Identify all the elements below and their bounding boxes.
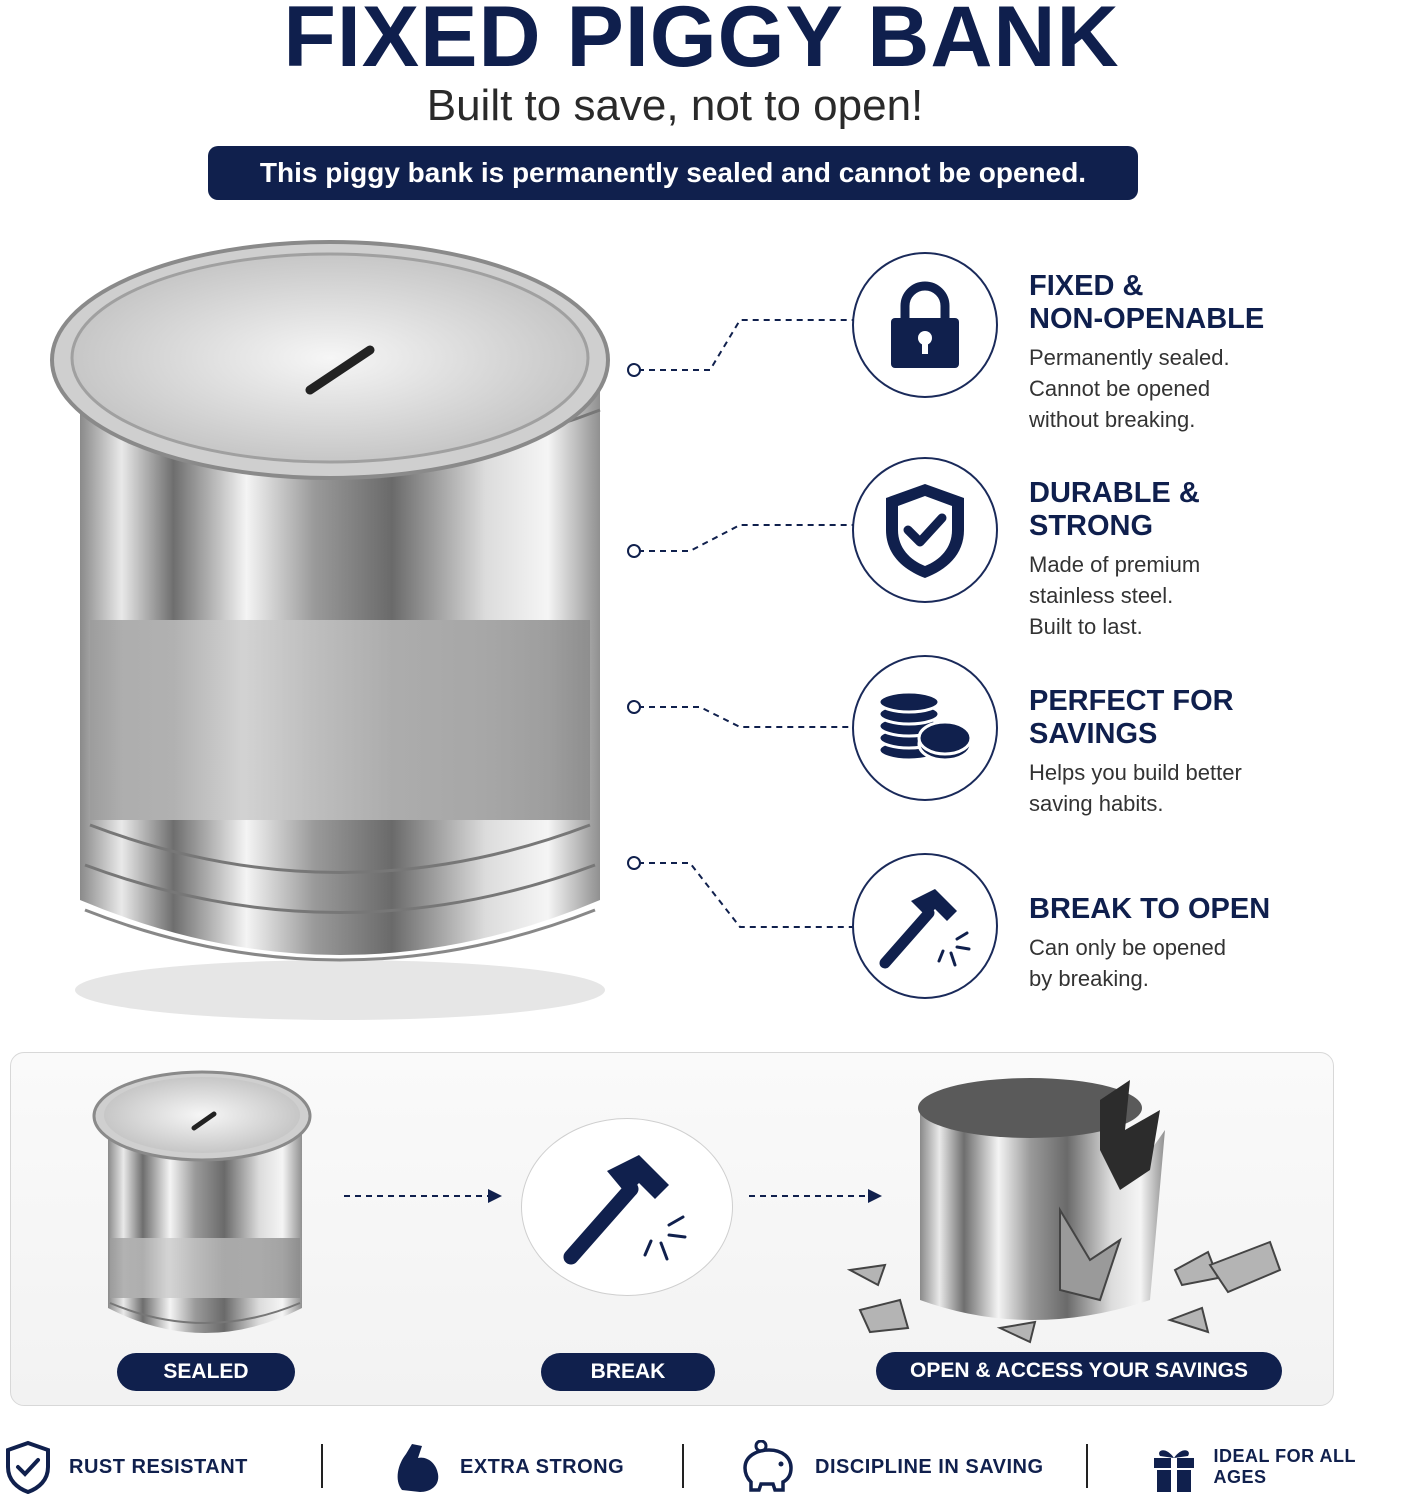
badge-label: EXTRA STRONG: [460, 1455, 625, 1478]
hammer-icon: [557, 1147, 697, 1267]
gift-icon: [1150, 1440, 1195, 1494]
feature-title: STRONG: [1029, 510, 1154, 542]
shield-check-icon: [880, 480, 970, 580]
feature-title: PERFECT FOR: [1029, 685, 1234, 717]
feature-desc: Permanently sealed.: [1029, 345, 1230, 370]
feature-savings: [852, 655, 998, 801]
feature-fixed-text: [1029, 270, 1264, 435]
break-step-badge: [521, 1118, 733, 1296]
badge-label: IDEAL FOR ALL AGES: [1213, 1446, 1356, 1487]
feature-title: NON-OPENABLE: [1029, 303, 1265, 335]
piggy-bank-icon: [737, 1440, 797, 1494]
feature-durable-text: [1029, 477, 1200, 642]
broken-can-image: [830, 1070, 1290, 1360]
feature-title: FIXED &: [1029, 270, 1144, 302]
feature-desc: Can only be opened: [1029, 935, 1226, 960]
feature-desc: without breaking.: [1029, 407, 1196, 432]
badge-label: DISCIPLINE IN SAVING: [815, 1455, 1044, 1478]
badge-all-ages: [1150, 1440, 1403, 1494]
feature-durable: [852, 457, 998, 603]
badge-extra-strong: [392, 1440, 624, 1494]
feature-desc: Cannot be opened: [1029, 376, 1211, 401]
feature-savings-badge: [852, 655, 998, 801]
arrow-1: [340, 1186, 510, 1206]
feature-durable-badge: [852, 457, 998, 603]
feature-desc: stainless steel.: [1029, 583, 1174, 608]
sealed-banner: This piggy bank is permanently sealed and cannot be opened.: [208, 146, 1138, 200]
feature-desc: saving habits.: [1029, 791, 1164, 816]
coins-icon: [875, 688, 975, 768]
page-title: FIXED PIGGY BANK: [283, 0, 1120, 85]
feature-desc: Made of premium: [1029, 552, 1201, 577]
feature-connectors: [620, 300, 860, 940]
feature-desc: by breaking.: [1029, 966, 1149, 991]
divider: [321, 1444, 323, 1488]
page-subtitle: Built to save, not to open!: [426, 81, 924, 130]
badge-label: RUST RESISTANT: [69, 1455, 248, 1478]
steel-bank-image: [40, 240, 630, 1030]
feature-break: [852, 853, 998, 999]
feature-fixed: [852, 252, 998, 398]
feature-title: BREAK TO OPEN: [1029, 893, 1271, 925]
step-sealed-label: SEALED: [117, 1353, 295, 1391]
feature-desc: Helps you build better: [1029, 760, 1242, 785]
padlock-icon: [885, 280, 965, 370]
hammer-icon: [875, 881, 975, 971]
step-break-label: BREAK: [541, 1353, 715, 1391]
step-open-label: OPEN & ACCESS YOUR SAVINGS: [876, 1352, 1282, 1390]
badge-discipline: [737, 1440, 1044, 1494]
divider: [1086, 1444, 1088, 1488]
sealed-can-image: [90, 1068, 320, 1348]
shield-check-icon: [5, 1440, 51, 1494]
feature-fixed-badge: [852, 252, 998, 398]
divider: [682, 1444, 684, 1488]
feature-savings-text: [1029, 685, 1242, 819]
feature-break-text: [1029, 893, 1270, 994]
feature-desc: Built to last.: [1029, 614, 1143, 639]
badge-rust-resistant: [5, 1440, 248, 1494]
feature-title: SAVINGS: [1029, 718, 1158, 750]
feature-title: DURABLE &: [1029, 477, 1200, 509]
feature-break-badge: [852, 853, 998, 999]
flexed-arm-icon: [392, 1440, 442, 1494]
